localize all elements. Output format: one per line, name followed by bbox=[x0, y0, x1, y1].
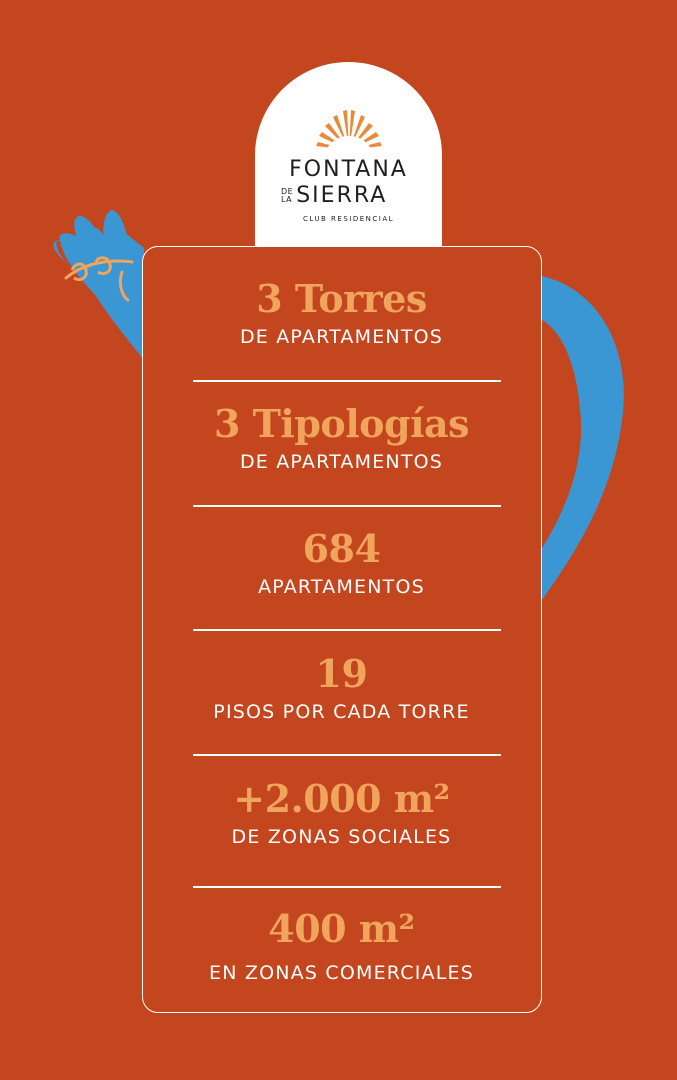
stats-panel bbox=[142, 246, 542, 1013]
stat-commercial-areas bbox=[143, 907, 540, 985]
stat-label: DE APARTAMENTOS bbox=[239, 451, 444, 473]
divider bbox=[193, 505, 501, 507]
brand-name-sierra: SIERRA bbox=[296, 183, 388, 208]
stat-value: 400 m² bbox=[268, 906, 415, 951]
divider bbox=[193, 380, 501, 382]
stat-apartments bbox=[143, 527, 540, 599]
stat-social-areas bbox=[143, 777, 540, 849]
stat-label: APARTAMENTOS bbox=[258, 576, 425, 598]
stat-floors bbox=[143, 652, 540, 724]
brand-name-line2 bbox=[281, 184, 421, 208]
stat-towers bbox=[143, 277, 540, 349]
stat-value: 3 Tipologías bbox=[213, 401, 470, 446]
divider bbox=[193, 886, 501, 888]
arc-illustration bbox=[542, 276, 624, 600]
brand-name-line1: FONTANA bbox=[289, 157, 408, 182]
divider bbox=[193, 754, 501, 756]
stat-value: 19 bbox=[315, 651, 368, 696]
brand-tagline: CLUB RESIDENCIAL bbox=[302, 215, 395, 223]
stat-label: DE ZONAS SOCIALES bbox=[231, 826, 452, 848]
stat-value: 3 Torres bbox=[256, 276, 427, 321]
stat-label: EN ZONAS COMERCIALES bbox=[209, 962, 474, 984]
stat-label: PISOS POR CADA TORRE bbox=[213, 701, 470, 723]
stat-value: +2.000 m² bbox=[233, 776, 450, 821]
brand-small-top: DE bbox=[281, 187, 294, 196]
divider bbox=[193, 629, 501, 631]
brand-small-bottom: LA bbox=[281, 195, 293, 204]
stat-value: 684 bbox=[302, 526, 381, 571]
stat-typologies bbox=[143, 402, 540, 474]
stat-label: DE APARTAMENTOS bbox=[239, 326, 444, 348]
logo-badge bbox=[255, 62, 442, 248]
brand-small-text bbox=[281, 188, 293, 204]
fan-logo-icon bbox=[310, 106, 388, 152]
